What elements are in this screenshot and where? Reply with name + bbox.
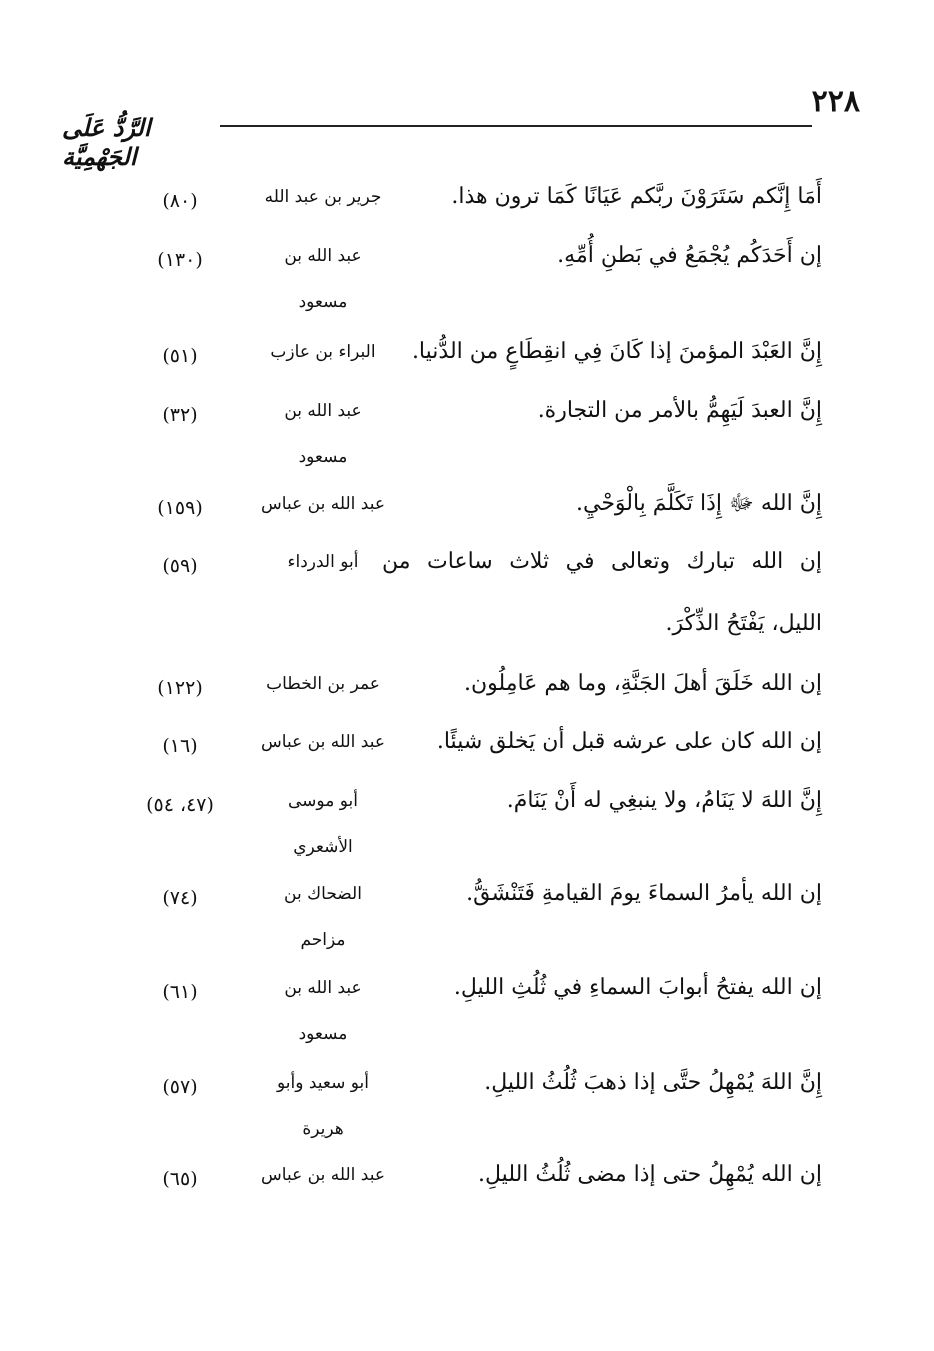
narrator <box>228 245 418 313</box>
narrator <box>228 1072 418 1140</box>
narrator: عبد الله بن عباس <box>261 732 385 752</box>
hadith-text-line: إن الله تبارك وتعالى في ثلاث ساعات من <box>382 549 822 574</box>
hadith-text: إن الله يُمْهِلُ حتى إذا مضى ثُلُثُ الليلِ. <box>478 1162 822 1187</box>
reference-number: (١٣٠) <box>157 249 203 271</box>
hadith-text: إِنَّ العبدَ لَيَهِمُّ بالأمر من التجارة. <box>537 398 822 423</box>
narrator-line: عبد الله بن <box>284 246 362 266</box>
reference-number: (٦٥) <box>162 1168 198 1190</box>
hadith-text: إن أَحَدَكُم يُجْمَعُ في بَطنِ أُمِّهِ. <box>557 243 822 268</box>
reference-number: (١٥٩) <box>157 497 203 519</box>
hadith-text <box>382 548 822 638</box>
reference-number: (١٦) <box>162 735 198 757</box>
reference-number: (٥١) <box>162 345 198 367</box>
narrator-line: عبد الله بن <box>284 401 362 421</box>
narrator-line: أبو سعيد وأبو <box>277 1073 369 1093</box>
hadith-text: إن الله يفتحُ أبوابَ السماءِ في ثُلُثِ الليلِ. <box>453 975 822 1000</box>
hadith-text: إِنَّ اللهَ يُمْهِلُ حتَّى إذا ذهبَ ثُلُثُ الليلِ. <box>484 1070 822 1095</box>
narrator <box>228 400 418 468</box>
reference-number: (٥٧) <box>162 1076 198 1098</box>
reference-number: (٥٩) <box>162 555 198 577</box>
page-number: ٢٢٨ <box>811 84 860 119</box>
hadith-text: إِنَّ الله ﷻ إِذَا تَكَلَّمَ بِالْوَحْيِ. <box>575 491 822 516</box>
hadith-text-line: الليل، يَفْتَحُ الذِّكْرَ. <box>665 611 822 636</box>
narrator <box>228 977 418 1045</box>
hadith-text: إن الله كان على عرشه قبل أن يَخلق شيئًا. <box>436 729 822 754</box>
hadith-text: إن الله خَلَقَ أهلَ الجَنَّةِ، وما هم عَامِلُون. <box>463 671 822 696</box>
narrator: جرير بن عبد الله <box>264 187 382 207</box>
narrator-line: مسعود <box>298 447 348 467</box>
hadith-text: إن الله يأمرُ السماءَ يومَ القيامةِ فَتَنْشَقُّ. <box>466 881 822 906</box>
narrator-line: الأشعري <box>293 837 353 857</box>
narrator-line: مسعود <box>298 292 348 312</box>
narrator-line: عبد الله بن <box>284 978 362 998</box>
narrator <box>228 883 418 951</box>
running-title: الرَّدُّ عَلَى الجَهْمِيَّة <box>62 113 151 171</box>
narrator-line: مسعود <box>298 1024 348 1044</box>
reference-number: (٧٤) <box>162 887 198 909</box>
narrator <box>228 790 418 858</box>
narrator: عبد الله بن عباس <box>261 494 385 514</box>
narrator-line: مزاحم <box>300 930 346 950</box>
hadith-text: أَمَا إِنَّكم سَتَرَوْنَ ربَّكم عَيَانًا كَمَا ترون هذا. <box>451 184 822 209</box>
reference-number: (٦١) <box>162 981 198 1003</box>
narrator: عبد الله بن عباس <box>261 1165 385 1185</box>
narrator: البراء بن عازب <box>270 342 376 362</box>
narrator: أبو الدرداء <box>287 552 359 572</box>
hadith-text: إِنَّ اللهَ لا يَنَامُ، ولا ينبغِي له أَنْ يَنَامَ. <box>506 788 822 813</box>
narrator-line: الضحاك بن <box>284 884 362 904</box>
reference-number: (٣٢) <box>162 404 198 426</box>
narrator-line: هريرة <box>302 1119 344 1139</box>
reference-number: (١٢٢) <box>157 677 203 699</box>
reference-number: (٨٠) <box>162 190 198 212</box>
narrator-line: أبو موسى <box>288 791 358 811</box>
reference-number: (٤٧، ٥٤) <box>146 794 214 816</box>
narrator: عمر بن الخطاب <box>266 674 380 694</box>
hadith-text: إِنَّ العَبْدَ المؤمنَ إذا كَانَ فِي انقِطَاعٍ من الدُّنيا. <box>411 339 822 364</box>
